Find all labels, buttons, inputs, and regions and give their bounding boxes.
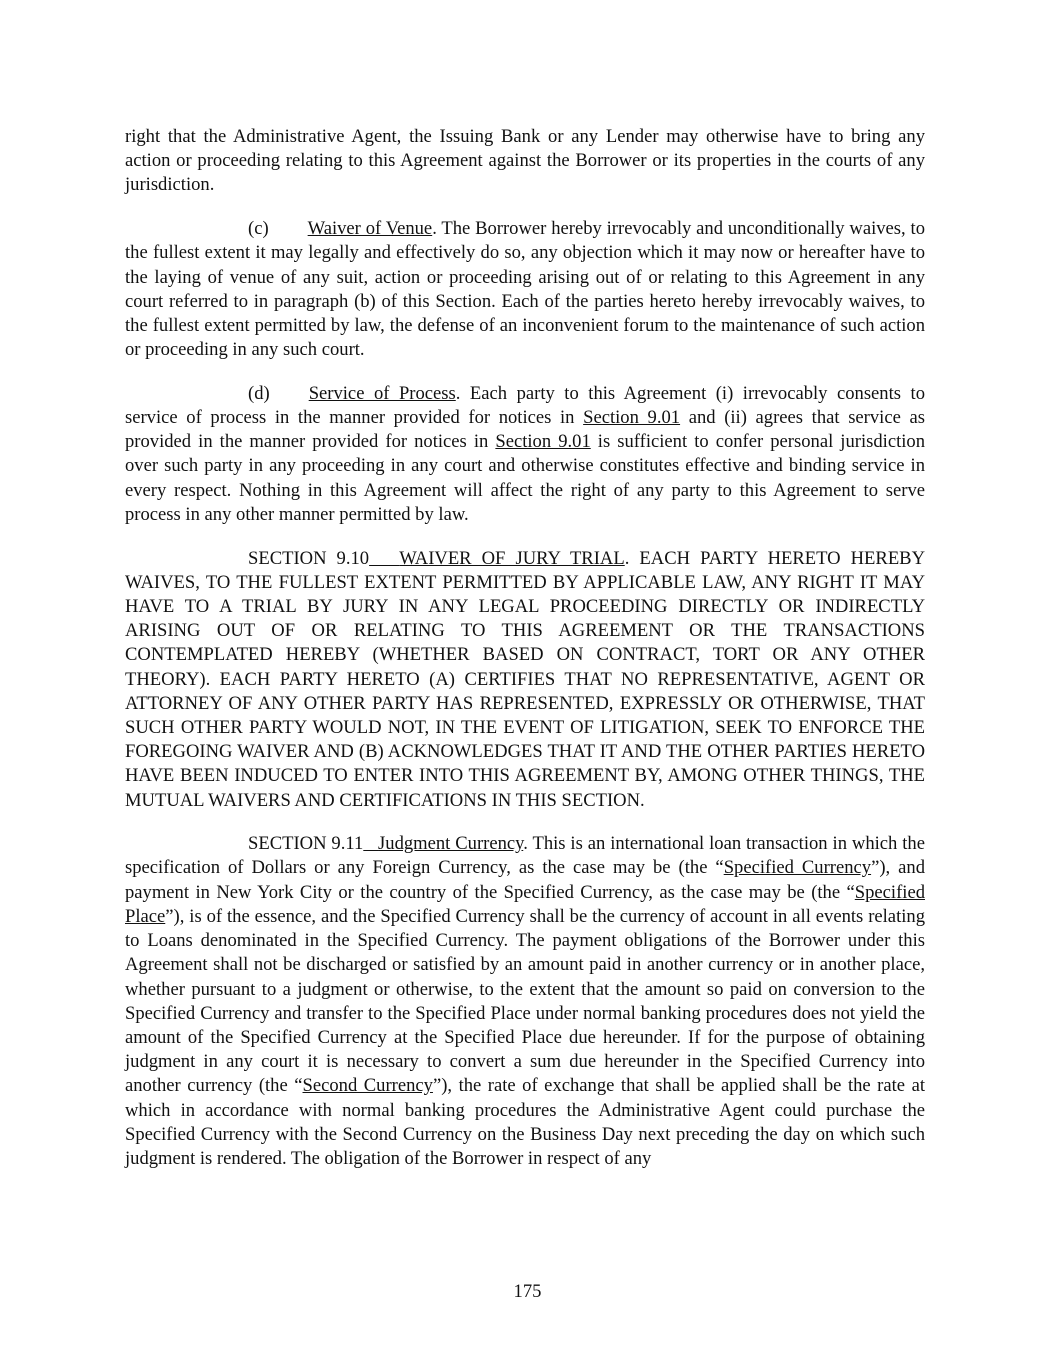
clause-label: (d) bbox=[248, 382, 270, 404]
paragraph-text: . EACH PARTY HERETO HEREBY WAIVES, TO THE FULLEST EXTENT PERMITTED BY APPLICABLE LAW, ANY RIGHT IT MAY HAVE TO A TRIAL BY JURY IN ANY LEGAL PROCEEDING DIRECTLY OR INDIRECTLY ARISING OUT OF OR RELATING TO THIS AGREEMENT OR THE TRANSACTIONS CONTEMPLATED HEREBY (WHETHER BASED ON CONTRACT, TORT OR ANY OTHER THEORY). EACH PARTY HERETO (A) CERTIFIES THAT NO REPRESENTATIVE, AGENT OR ATTORNEY OF ANY OTHER PARTY HAS REPRESENTED, EXPRESSLY OR OTHERWISE, THAT SUCH OTHER PARTY WOULD NOT, IN THE EVENT OF LITIGATION, SEEK TO ENFORCE THE FOREGOING WAIVER AND (B) ACKNOWLEDGES THAT IT AND THE OTHER PARTIES HERETO HAVE BEEN INDUCED TO ENTER INTO THIS AGREEMENT BY, AMONG OTHER THINGS, THE MUTUAL WAIVERS AND CERTIFICATIONS IN THIS SECTION. bbox=[125, 547, 926, 811]
section-reference: Section 9.01 bbox=[583, 407, 681, 429]
clause-heading: Waiver of Venue bbox=[307, 218, 433, 240]
section-number: SECTION 9.10 bbox=[248, 547, 370, 569]
paragraph-text: right that the Administrative Agent, the Issuing Bank or any Lender may otherwise have to bring any action or proceeding relating to this Agreement against the Borrower or its properties in the courts of any jurisdiction. bbox=[125, 126, 925, 196]
section-judgment-currency bbox=[125, 832, 925, 1171]
section-heading: WAIVER OF JURY TRIAL bbox=[399, 547, 625, 569]
paragraph-continuation bbox=[125, 125, 925, 198]
paragraph-text: ”), the rate of exchange that shall be applied shall be the rate at which in accordance with normal banking procedures the Administrative Agent could purchase the Specified Currency with the Second Currency on the Business Day next preceding the day on which such judgment is rendered. The obligation of the Borrower in respect of any bbox=[125, 1075, 925, 1169]
section-number: SECTION 9.11 bbox=[248, 833, 364, 855]
paragraph-text: ”), and payment in New York City or the country of the Specified Currency, as the case may be (the “ bbox=[125, 857, 925, 903]
defined-term: Specified Place bbox=[125, 881, 925, 927]
clause-label: (c) bbox=[248, 218, 269, 240]
section-reference: Section 9.01 bbox=[495, 431, 591, 453]
defined-term: Second Currency bbox=[302, 1075, 433, 1097]
paragraph-text: . The Borrower hereby irrevocably and unconditionally waives, to the fullest extent it may legally and effectively do so, any objection which it may now or hereafter have to the laying of venue of any suit, action or proceeding arising out of or relating to this Agreement in any court referred to in paragraph (b) of this Section. Each of the parties hereto hereby irrevocably waives, to the fullest extent permitted by law, the defense of an inconvenient forum to the maintenance of such action or proceeding in any such court. bbox=[125, 218, 925, 361]
section-waiver-of-jury-trial bbox=[125, 547, 925, 813]
clause-heading: Service of Process bbox=[308, 382, 456, 404]
document-page bbox=[125, 125, 925, 1191]
page-number: 175 bbox=[513, 1281, 542, 1302]
paragraph-text: and (ii) agrees that service as provided in the manner provided for notices in bbox=[125, 407, 925, 453]
paragraph-waiver-of-venue bbox=[125, 217, 925, 362]
paragraph-text: . Each party to this Agreement (i) irrevocably consents to service of process in the manner provided for notices in bbox=[125, 382, 925, 429]
paragraph-text: . This is an international loan transaction in which the specification of Dollars or any Foreign Currency, as the case may be (the “ bbox=[125, 833, 925, 879]
defined-term: Specified Currency bbox=[723, 857, 872, 879]
paragraph-text: ”), is of the essence, and the Specified Currency shall be the currency of account in all events relating to Loans denominated in the Specified Currency. The payment obligations of the Borrower under this Agreement shall not be discharged or satisfied by an amount paid in another currency or in another place, whether pursuant to a judgment or otherwise, to the extent that the amount so paid on conversion to the Specified Currency and transfer to the Specified Place under normal banking procedures does not yield the amount of the Specified Currency at the Specified Place due hereunder. If for the purpose of obtaining judgment in any court it is necessary to convert a sum due hereunder in the Specified Currency into another currency (the “ bbox=[125, 905, 925, 1097]
paragraph-text: is sufficient to confer personal jurisdiction over such party in any proceeding in any court and otherwise constitutes effective and binding service in every respect. Nothing in this Agreement will affect the right of any party to this Agreement to serve process in any other manner permitted by law. bbox=[125, 431, 925, 525]
paragraph-service-of-process bbox=[125, 382, 925, 527]
section-heading: Judgment Currency bbox=[378, 833, 524, 855]
